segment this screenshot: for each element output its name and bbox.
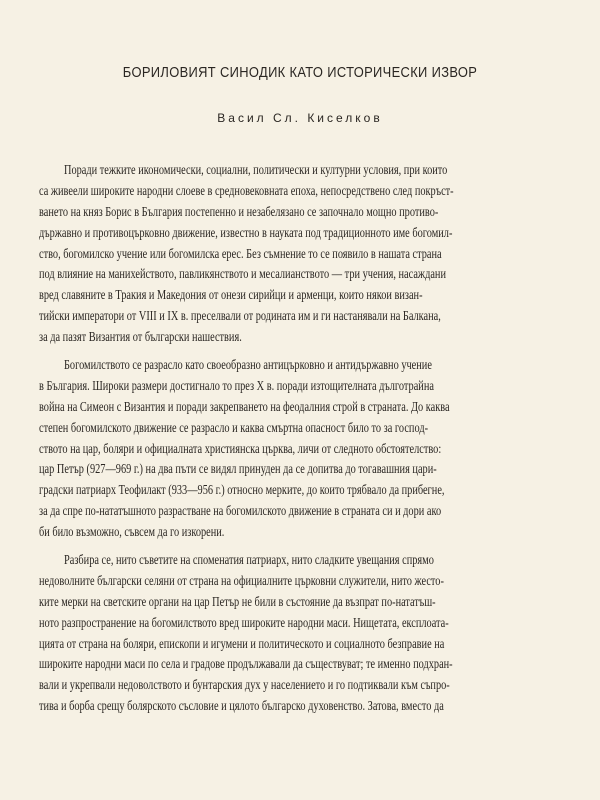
text-line: ването на княз Борис в България постепенно и незабелязано се започнало мощно противо- <box>39 203 439 219</box>
text-line: цията от страна на боляри, епископи и игумени и политическото и социалното безправие на <box>39 635 445 651</box>
text-line: широките народни маси по села и градове продължавали да съществуват; те именно подхран- <box>39 656 453 672</box>
text-line: държавно и противоцърковно движение, известно в науката под традиционното име богомил- <box>39 224 453 240</box>
article-title: БОРИЛОВИЯТ СИНОДИК КАТО ИСТОРИЧЕСКИ ИЗВОР <box>122 64 478 81</box>
text-line: ното разпространение на богомилството вред широките народни маси. Нищетата, експлоата- <box>39 614 449 630</box>
article-author: Васил Сл. Киселков <box>217 111 383 125</box>
text-line: в България. Широки размери достигнало то през X в. поради изтощителната дълготрайна <box>39 377 434 393</box>
text-line: война на Симеон с Византия и поради закрепването на феодалния строй в страната. До каква <box>39 398 450 414</box>
paragraph-1 <box>0 160 600 348</box>
text-line: цар Петър (927—969 г.) на два пъти се видял принуден да се допитва до тогавашния цари- <box>39 461 437 477</box>
text-line: Поради тежките икономически, социални, политически и културни условия, при които <box>64 162 448 177</box>
article-body <box>0 160 600 724</box>
text-line: ството на цар, боляри и официалната християнска църква, личи от следното обстоятелство: <box>39 440 442 456</box>
text-line: би било възможно, съвсем да го изкорени. <box>39 524 225 540</box>
text-line: недоволните български селяни от страна на официалните църковни служители, нито жесто- <box>39 572 444 588</box>
text-line: тийски императори от VIII и IX в. преселвали от родината им и ги настанявали на Балкана, <box>39 308 441 324</box>
text-line: степен богомилското движение се разрасло и каква смъртна опасност било то за господ- <box>39 419 429 435</box>
paragraph-3 <box>0 550 600 717</box>
text-line: за да спре по-нататъшното разрастване на богомилското движение в страната си и дори ако <box>39 503 442 519</box>
text-line: вред славяните в Тракия и Македония от онези сирийци и арменци, които някои визан- <box>39 287 423 303</box>
paragraph-2 <box>0 355 600 543</box>
text-line: Разбира се, нито съветите на споменатия патриарх, нито сладките увещания спрямо <box>64 552 434 568</box>
text-line: градски патриарх Теофилакт (933—956 г.) относно мерките, до които трябвало да прибегне, <box>39 482 445 498</box>
text-line: са живеели широките народни слоеве в средновековната епоха, непосредствено след покръст- <box>39 182 454 198</box>
text-line: ките мерки на светските органи на цар Петър не били в състояние да възпрат по-нататъш- <box>39 593 436 609</box>
text-line: за да пазят Византия от български нашествия. <box>39 329 242 345</box>
text-line: Богомилството се разрасло като своеобразно антицърковно и антидържавно учение <box>64 357 432 373</box>
text-line: ство, богомилско учение или богомилска ерес. Без съмнение то се появило в нашата страна <box>39 245 442 261</box>
text-line: под влияние на манихейството, павликянството и месалианството — три учения, насаждани <box>39 266 446 282</box>
text-line: вали и укрепвали недоволството и бунтарския дух у населението и го подтиквали към съпро- <box>39 677 450 693</box>
text-line: тива и борба срещу болярското съсловие и цялото българско духовенство. Затова, вместо да <box>39 698 444 714</box>
